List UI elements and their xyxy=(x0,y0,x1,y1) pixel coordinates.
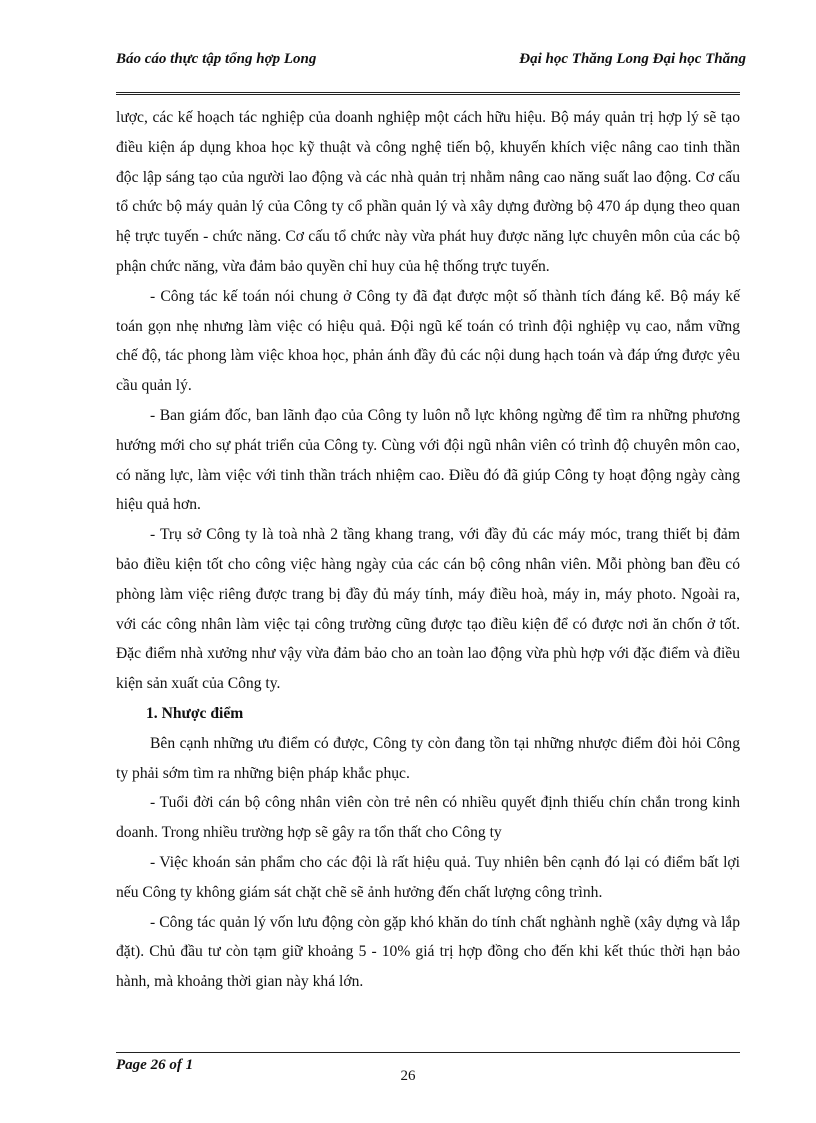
header-university-name: Đại học Thăng Long Đại học Thăng xyxy=(519,51,746,67)
page-number: 26 xyxy=(400,1068,416,1084)
section-heading-weaknesses: 1. Nhược điểm xyxy=(146,704,244,722)
paragraph-headquarters: - Trụ sở Công ty là toà nhà 2 tầng khang trang, với đầy đủ các máy móc, trang thiết bị đảm bảo điều kiện tốt cho công việc hàng ngày của các cán bộ công nhân viên. Mỗi phòng ban đều có phòng làm việc riêng được trang bị đầy đủ máy tính, máy điều hoà, máy in, máy photo. Ngoài ra, với các công nhân làm việc tại công trường cũng được tạo điều kiện để có được nơi ăn chốn ở tốt. Đặc điểm nhà xưởng như vậy vừa đảm bảo cho an toàn lao động vừa phù hợp với đặc điểm và điều kiện sản xuất của Công ty. xyxy=(116,526,740,693)
paragraph-accounting: - Công tác kế toán nói chung ở Công ty đã đạt được một số thành tích đáng kể. Bộ máy kế toán gọn nhẹ nhưng làm việc có hiệu quả. Đội ngũ kế toán có trình đội nghiệp vụ cao, nắm vững chế độ, tác phong làm việc khoa học, phản ánh đầy đủ các nội dung hạch toán và đáp ứng được yêu cầu quản lý. xyxy=(116,287,740,395)
paragraph-organization: lược, các kế hoạch tác nghiệp của doanh nghiệp một cách hữu hiệu. Bộ máy quản trị hợp lý sẽ tạo điều kiện áp dụng khoa học kỹ thuật và công nghệ tiến bộ, khuyến khích việc nâng cao tinh thần độc lập sáng tạo của người lao động và các nhà quản trị nhằm nâng cao năng suất lao động. Cơ cấu tổ chức bộ máy quản lý của Công ty cổ phần quản lý và xây dựng đường bộ 470 áp dụng theo quan hệ trực tuyến - chức năng. Cơ cấu tổ chức này vừa phát huy được năng lực chuyên môn của các bộ phận chức năng, vừa đảm bảo quyền chỉ huy của hệ thống trực tuyến. xyxy=(116,109,740,275)
footer-divider xyxy=(116,1052,740,1053)
paragraph-young-staff: - Tuổi đời cán bộ công nhân viên còn trẻ nên có nhiều quyết định thiếu chín chắn trong kinh doanh. Trong nhiều trường hợp sẽ gây ra tổn thất cho Công ty xyxy=(116,794,740,842)
paragraph-management: - Ban giám đốc, ban lãnh đạo của Công ty luôn nỗ lực không ngừng để tìm ra những phương hướng mới cho sự phát triển của Công ty. Cùng với đội ngũ nhân viên có trình độ chuyên môn cao, có năng lực, làm việc với tinh thần trách nhiệm cao. Điều đó đã giúp Công ty hoạt động ngày càng hiệu quả hơn. xyxy=(116,406,740,514)
paragraph-weaknesses-intro: Bên cạnh những ưu điểm có được, Công ty còn đang tồn tại những nhược điểm đòi hỏi Công ty phải sớm tìm ra những biện pháp khắc phục. xyxy=(116,734,740,782)
document-body xyxy=(116,103,740,997)
header-report-title: Báo cáo thực tập tổng hợp Long xyxy=(116,51,317,67)
paragraph-working-capital: - Công tác quản lý vốn lưu động còn gặp khó khăn do tính chất nghành nghề (xây dựng và lắp đặt). Chủ đầu tư còn tạm giữ khoảng 5 - 10% giá trị hợp đồng cho đến khi kết thúc thời hạn bảo hành, mà khoảng thời gian này khá lớn. xyxy=(116,913,740,991)
footer-page-label: Page 26 of 1 xyxy=(116,1057,194,1073)
header-divider xyxy=(116,92,740,95)
paragraph-contracting: - Việc khoán sản phẩm cho các đội là rất hiệu quả. Tuy nhiên bên cạnh đó lại có điểm bất lợi nếu Công ty không giám sát chặt chẽ sẽ ảnh hưởng đến chất lượng công trình. xyxy=(116,853,740,901)
